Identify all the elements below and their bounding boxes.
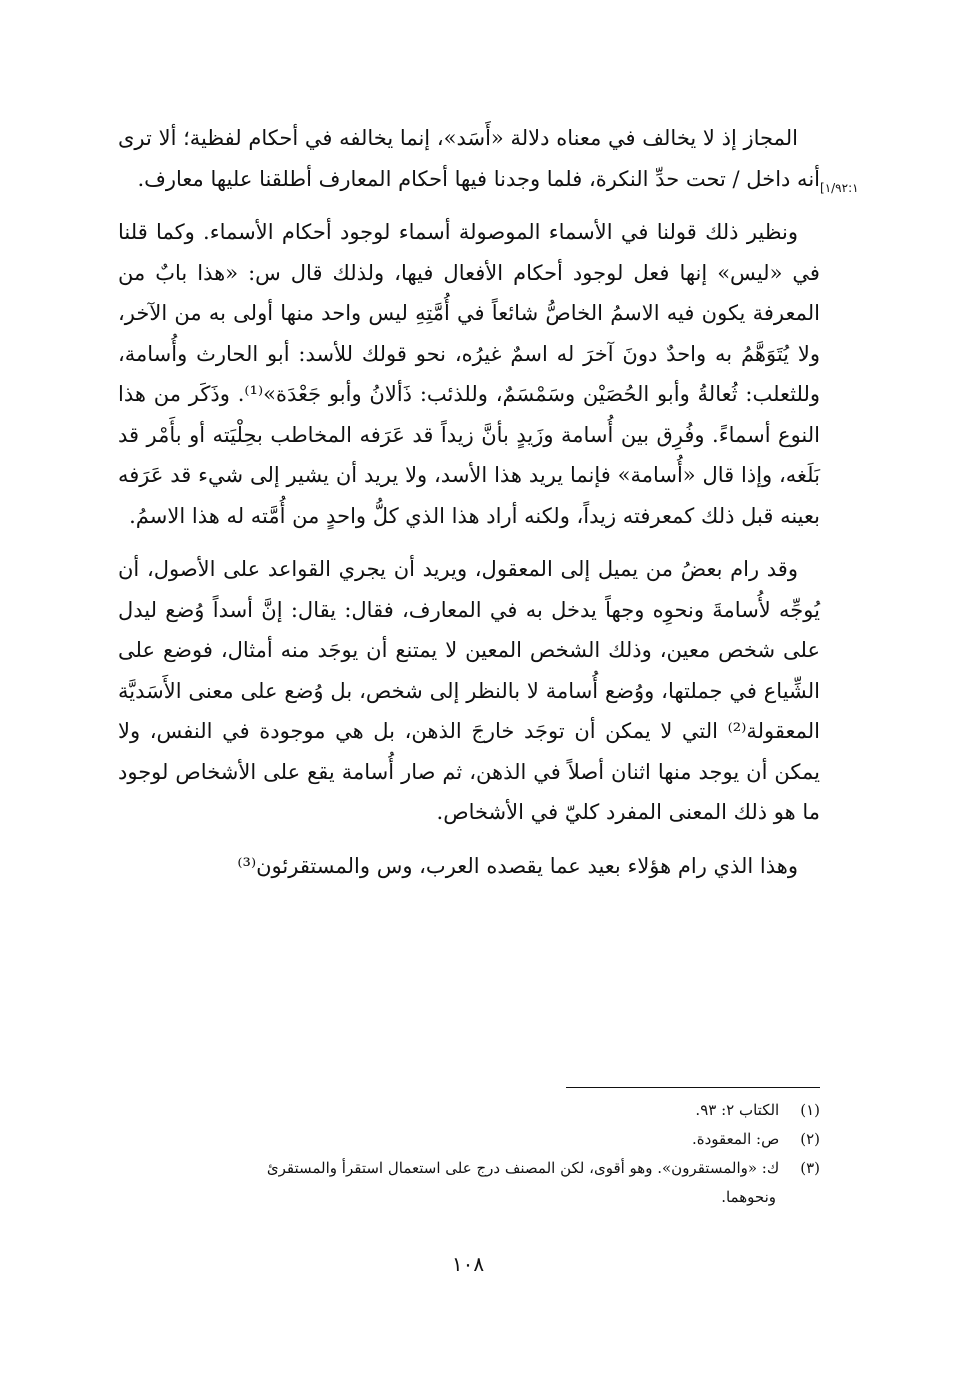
main-text — [118, 118, 820, 886]
paragraph-1 — [118, 118, 820, 199]
text-line: كمعرفته زيداً، ولكنه أراد هذا الذي كلُّ واحدٍ من أُمَّته له هذا الاسمُ. — [129, 503, 695, 528]
text-line: وكما قلنا في «ليس» إنها فعل لوجود أحكام الأفعال فيها، ولذلك قال س: — [118, 220, 820, 285]
footnote-text: ونحوهما. — [721, 1188, 776, 1206]
text-line: «هذا بابٌ من المعرفة يكون فيه الاسمُ الخاصُّ شائعاً في أُمَّتِهِ ليس واحد منها — [118, 260, 820, 325]
text-line: إنَّ أسداً وُضع ليدل على شخص معين، وذلك الشخص المعين لا يمتنع أن — [118, 597, 821, 662]
footnotes — [118, 1096, 820, 1212]
footnote-text: ك: «والمستقرون». وهو أقوى، لكن المصنف درج على استعمال استقرأ والمستقرئ — [266, 1159, 780, 1177]
text-line: عليها معارف. — [137, 166, 253, 191]
footnote-text: ص: المعقودة. — [691, 1130, 780, 1148]
footnote-number: (٣) — [800, 1159, 820, 1177]
footnote-number: (٢) — [800, 1130, 820, 1148]
footnote-divider — [566, 1087, 820, 1088]
page-number: ١٠٨ — [451, 1252, 485, 1276]
footnote-2 — [118, 1125, 820, 1154]
text-line: ترى أنه داخل / تحت حدِّ النكرة، فلما وجدنا فيها أحكام المعارف أطلقنا — [118, 126, 820, 191]
paragraph-2 — [118, 212, 820, 536]
text-line: للأسد: أبو الحارث وأُسامة، وللثعلب: ثُعالةُ وأبو الحُصَيْن وسَمْسَمٌ، — [118, 341, 820, 406]
text-line: وقد رام بعضُ من يميل إلى المعقول، ويريد أن يجري القواعد على — [223, 557, 798, 581]
footnote-3-continuation — [118, 1183, 820, 1212]
text-line: أصلاً في الذهن، ثم صار أُسامة يقع على الأشخاص لوجود ما هو ذلك — [118, 759, 820, 824]
text-line: يوجَد منه أمثال، فوضع على الشِّياع في جملتها، ووُضع أُسامة لا بالنظر إلى — [118, 638, 820, 703]
paragraph-4 — [118, 846, 820, 887]
text-line: الأصول، أن يُوجِّه لأُسامةَ ونحوِه وجهاً يدخل به في المعارف، فقال: يقال: — [118, 557, 820, 622]
text-line: ونظير ذلك قولنا في الأسماء الموصولة أسماء لوجود أحكام الأسماء. — [203, 220, 798, 244]
footnote-text: الكتاب ٢: ٩٣. — [695, 1101, 780, 1119]
footnote-1 — [118, 1096, 820, 1125]
text-line: فإنما يريد هذا الأسد، ولا يريد أن يشير إلى شيء قد عَرَفه بعينه قبل ذلك — [118, 463, 820, 528]
paragraph-3 — [118, 549, 820, 833]
text-line: أولى به من الآخر، ولا يُتَوَهَّمُ به واحدٌ دونَ آخرَ له اسمٌ غيرُه، نحو قولك — [118, 301, 820, 366]
text-line: خارجَ الذهن، بل هي موجودة في النفس، ولا يمكن أن يوجد منها اثنان — [118, 719, 820, 784]
text-line: وللذئب: ذَألانُ وأبو جَعْدَة»⁽¹⁾. وذَكَر من هذا النوع أسماءً. وفُرِق بين أُسامة — [118, 382, 820, 447]
text-line: وزَيدٍ بأنَّ زيداً قد عَرَفه المخاطب بحِلْيَته أو بأَمْر قد بَلَغه، وإذا قال «أُسامة» — [118, 422, 820, 487]
footnote-number: (١) — [800, 1101, 820, 1119]
text-line: وهذا الذي رام هؤلاء بعيد عما يقصده العرب، وس والمستقرئون⁽³⁾ — [237, 853, 798, 878]
footnote-3 — [118, 1154, 820, 1183]
text-line: المعنى المفرد كليّ في الأشخاص. — [436, 800, 727, 824]
margin-reference: [١/٩٢:١ — [820, 181, 859, 195]
text-line: شخص، بل وُضع على معنى الأَسَديَّة المعقولة⁽²⁾ التي لا يمكن أن توجَد — [118, 678, 820, 743]
text-line: المجاز إذ لا يخالف في معناه دلالة «أَسَد»، إنما يخالفه في أحكام لفظية؛ ألا — [158, 126, 798, 150]
